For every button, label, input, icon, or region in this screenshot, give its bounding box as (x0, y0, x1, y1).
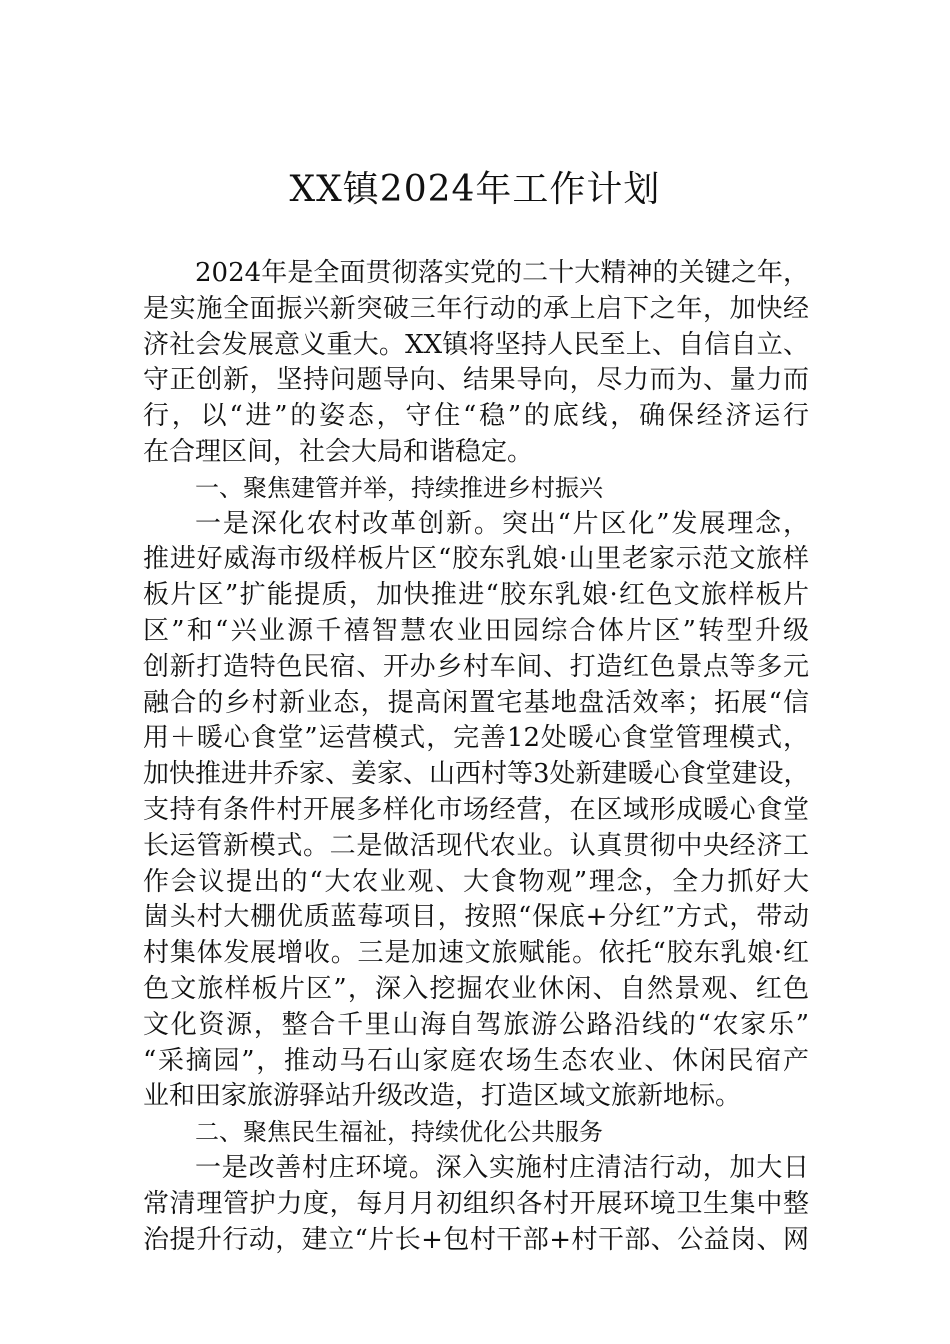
paragraph-line: 一是改善村庄环境。深入实施村庄清洁行动，加大日 (195, 1152, 809, 1183)
paragraph-line: 区”和“兴业源千禧智慧农业田园综合体片区”转型升级 (143, 615, 809, 646)
document-title: XX镇2024年工作计划 (289, 169, 661, 210)
paragraph-line: 文化资源，整合千里山海自驾旅游公路沿线的“农家乐” (143, 1009, 809, 1040)
paragraph-line: 用＋暖心食堂”运营模式，完善12处暖心食堂管理模式， (143, 723, 809, 754)
paragraph-line: 行，以“进”的姿态，守住“稳”的底线，确保经济运行 (143, 401, 809, 432)
paragraph-line: 守正创新，坚持问题导向、结果导向，尽力而为、量力而 (143, 365, 809, 396)
document-body (143, 256, 809, 1258)
paragraph-line: 济社会发展意义重大。XX镇将坚持人民至上、自信自立、 (143, 329, 809, 360)
paragraph-line: 村集体发展增收。三是加速文旅赋能。依托“胶东乳娘·红 (143, 938, 809, 969)
paragraph-line: 是实施全面振兴新突破三年行动的承上启下之年，加快经 (143, 293, 809, 324)
paragraph-line: 创新打造特色民宿、开办乡村车间、打造红色景点等多元 (143, 651, 809, 682)
paragraph-line: 2024年是全面贯彻落实党的二十大精神的关键之年， (195, 258, 809, 288)
section-heading: 一、聚焦建管并举，持续推进乡村振兴 (195, 473, 603, 502)
paragraph-line: 加快推进井乔家、姜家、山西村等3处新建暖心食堂建设， (143, 759, 810, 790)
paragraph-line: 作会议提出的“大农业观、大食物观”理念，全力抓好大 (143, 866, 809, 897)
paragraph-line: 崮头村大棚优质蓝莓项目，按照“保底+分红”方式，带动 (143, 902, 809, 933)
paragraph-line: 色文旅样板片区”，深入挖掘农业休闲、自然景观、红色 (143, 973, 809, 1004)
paragraph-line: 支持有条件村开展多样化市场经营，在区域形成暖心食堂 (143, 794, 809, 825)
paragraph-line: 一是深化农村改革创新。突出“片区化”发展理念， (195, 508, 809, 539)
paragraph-line: 在合理区间，社会大局和谐稳定。 (143, 436, 534, 467)
paragraph-line: 推进好威海市级样板片区“胶东乳娘·山里老家示范文旅样 (143, 544, 809, 575)
paragraph-line: 长运管新模式。二是做活现代农业。认真贯彻中央经济工 (143, 830, 809, 861)
paragraph-line: “采摘园”，推动马石山家庭农场生态农业、休闲民宿产 (143, 1045, 809, 1076)
section-heading: 二、聚焦民生福祉，持续优化公共服务 (195, 1118, 603, 1147)
paragraph-line: 常清理管护力度，每月月初组织各村开展环境卫生集中整 (143, 1188, 809, 1219)
paragraph-line: 融合的乡村新业态，提高闲置宅基地盘活效率；拓展“信 (143, 687, 809, 718)
paragraph-line: 治提升行动，建立“片长+包村干部+村干部、公益岗、网 (143, 1224, 809, 1255)
paragraph-line: 业和田家旅游驿站升级改造，打造区域文旅新地标。 (143, 1081, 742, 1112)
paragraph-line: 板片区”扩能提质，加快推进“胶东乳娘·红色文旅样板片 (143, 580, 809, 611)
